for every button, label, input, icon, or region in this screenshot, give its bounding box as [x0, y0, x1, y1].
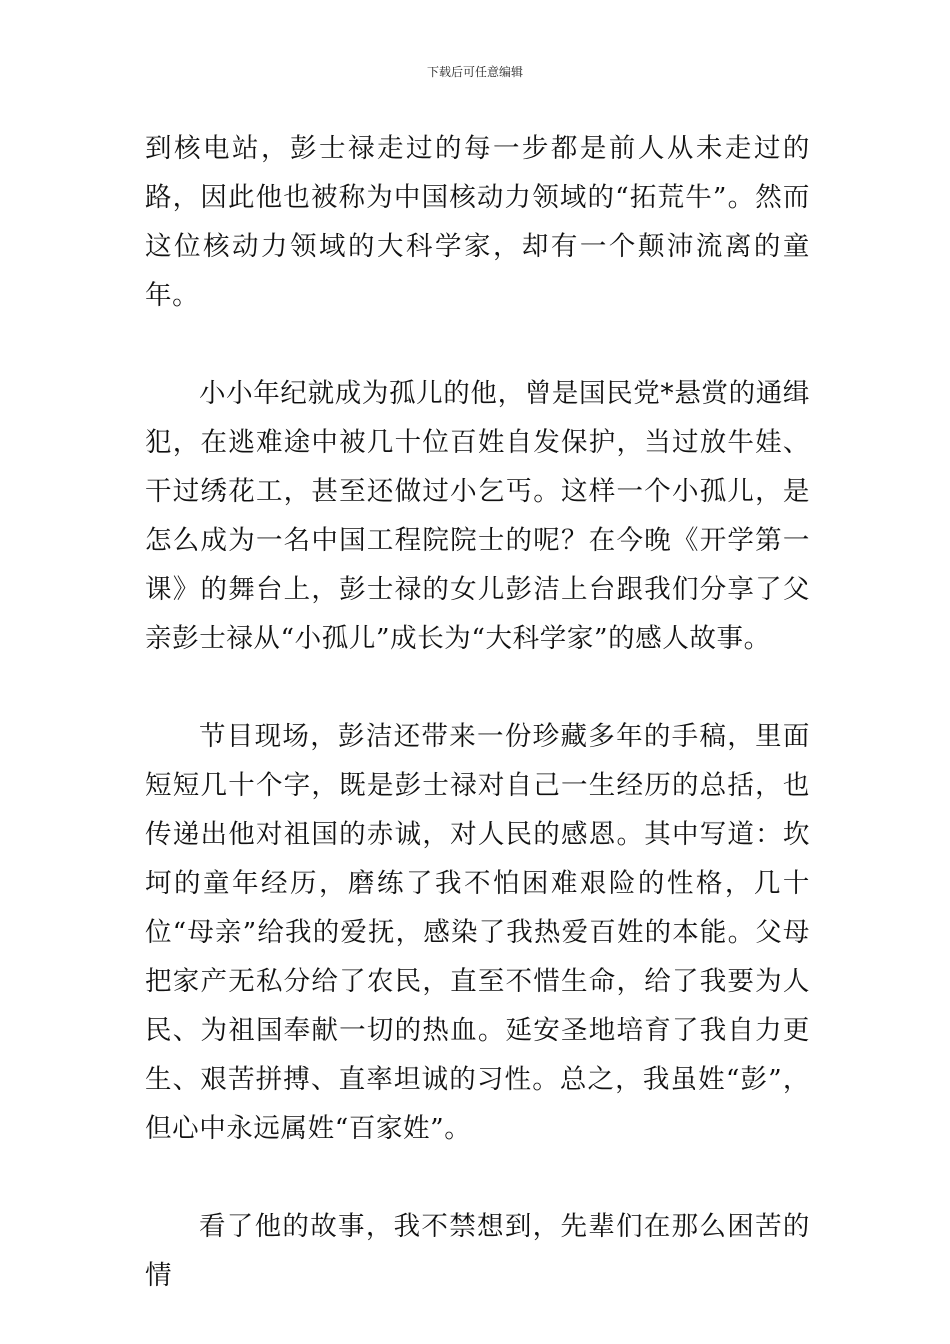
- paragraph-spacer: [145, 1153, 810, 1202]
- page-header: 下载后可任意编辑: [426, 65, 523, 79]
- paragraph-3: 节目现场，彭洁还带来一份珍藏多年的手稿，里面短短几十个字，既是彭士禄对自己一生经历的总括，也传递出他对祖国的赤诚，对人民的感恩。其中写道：坎坷的童年经历，磨练了我不怕困难艰险的性格，几十位“母亲”给我的爱抚，感染了我热爱百姓的本能。父母把家产无私分给了农民，直至不惜生命，给了我要为人民、为祖国奉献一切的热血。延安圣地培育了我自力更生、艰苦拼搏、直率坦诚的习性。总之，我虽姓“彭”，但心中永远属姓“百家姓”。: [145, 721, 810, 1144]
- paragraph-spacer: [145, 663, 810, 712]
- paragraph-4: 看了他的故事，我不禁想到，先辈们在那么困苦的情: [145, 1211, 810, 1291]
- article-body: [145, 124, 810, 1300]
- paragraph-spacer: [145, 320, 810, 369]
- paragraph-1: 到核电站，彭士禄走过的每一步都是前人从未走过的路，因此他也被称为中国核动力领域的“拓荒牛”。然而这位核动力领域的大科学家，却有一个颠沛流离的童年。: [145, 133, 810, 311]
- paragraph-2: 小小年纪就成为孤儿的他，曾是国民党*悬赏的通缉犯，在逃难途中被几十位百姓自发保护，当过放牛娃、干过绣花工，甚至还做过小乞丐。这样一个小孤儿，是怎么成为一名中国工程院院士的呢？在今晚《开学第一课》的舞台上，彭士禄的女儿彭洁上台跟我们分享了父亲彭士禄从“小孤儿”成长为“大科学家”的感人故事。: [145, 378, 810, 654]
